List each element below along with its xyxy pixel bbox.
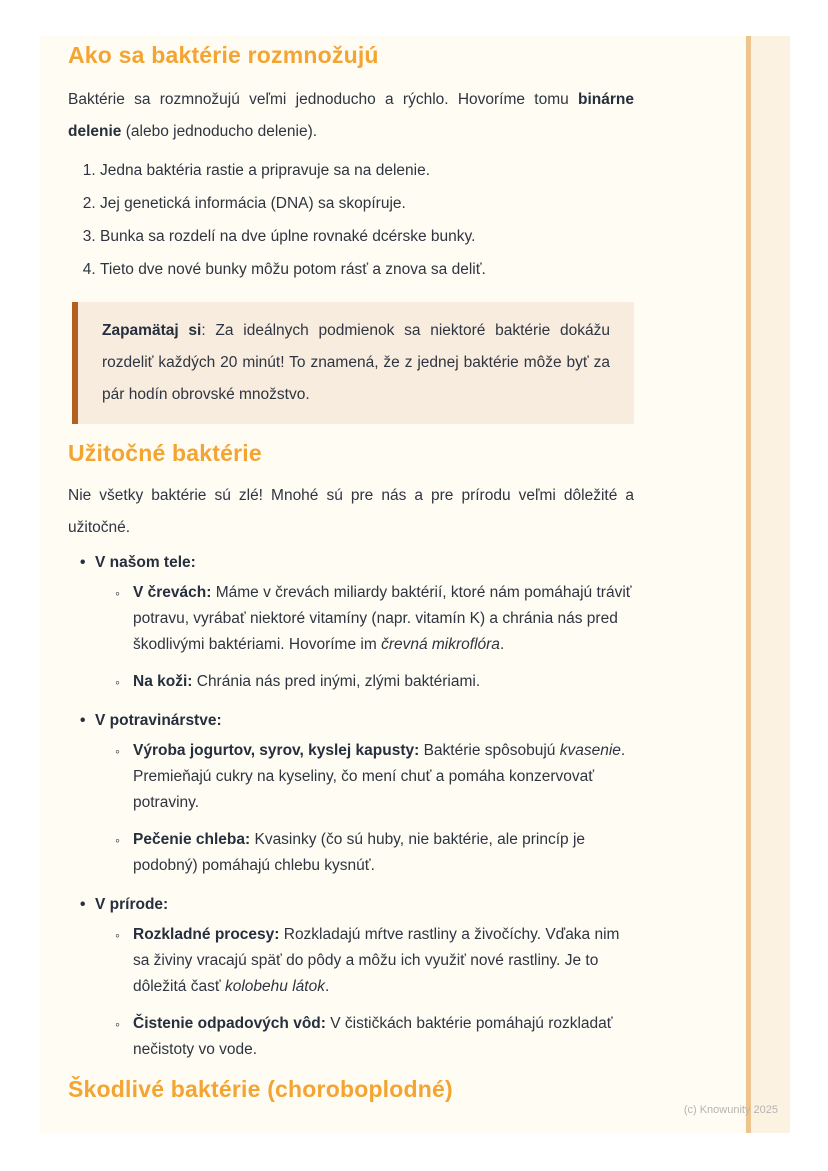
bullet-group-nature xyxy=(68,892,634,1063)
run-text: Máme v črevách miliardy baktérií, ktoré nám pomáhajú tráviť potravu, vyrábať niektoré vitamíny (napr. vitamín K) a chránia nás pred škodlivými baktériami. Hovoríme im xyxy=(133,584,632,653)
sub-bullet-bread xyxy=(95,827,634,879)
run-text: . xyxy=(324,978,330,995)
bold-lead: Pečenie chleba: xyxy=(133,831,251,848)
reproduction-intro-paragraph xyxy=(68,84,634,148)
bold-term-binary-fission: binárne delenie xyxy=(68,91,634,140)
footer-credit: (c) Knowunity 2025 xyxy=(683,1104,778,1116)
section-heading-harmful: Škodlivé baktérie (choroboplodné) xyxy=(68,1076,453,1102)
step-item: 2. Jej genetická informácia (DNA) sa skopíruje. xyxy=(100,187,634,220)
section-heading-useful: Užitočné baktérie xyxy=(68,440,262,466)
callout-paragraph xyxy=(102,315,610,411)
sub-bullet-skin xyxy=(95,669,634,695)
bold-lead: Výroba jogurtov, syrov, kyslej kapusty: xyxy=(133,742,420,759)
decor-side-strip xyxy=(746,36,790,1133)
run-text: Chránia nás pred inými, zlými baktériami. xyxy=(192,673,481,690)
remember-callout xyxy=(72,302,634,424)
run-text: Rozkladajú mŕtve rastliny a živočíchy. Vďaka nim sa živiny vracajú späť do pôdy a môžu ich využiť nové rastliny. Je to dôležitá časť xyxy=(133,926,620,995)
italic-term: kvasenie xyxy=(559,742,621,759)
run-text: Baktérie sa rozmnožujú veľmi jednoducho a rýchlo. Hovoríme tomu xyxy=(68,91,579,108)
section-heading-reproduction: Ako sa baktérie rozmnožujú xyxy=(68,42,379,68)
run-text: . Premieňajú cukry na kyseliny, čo mení chuť a pomáha konzervovať potraviny. xyxy=(133,742,626,811)
bold-lead: Rozkladné procesy: xyxy=(133,926,280,943)
callout-lead: Zapamätaj si xyxy=(102,322,202,339)
useful-intro-paragraph: Nie všetky baktérie sú zlé! Mnohé sú pre nás a pre prírodu veľmi dôležité a užitočné. xyxy=(68,487,634,536)
useful-groups-list xyxy=(68,550,634,1063)
sub-bullet-intestines xyxy=(95,580,634,658)
sub-bullet-decomposition xyxy=(95,922,634,1000)
step-item: 1. Jedna baktéria rastie a pripravuje sa na delenie. xyxy=(100,154,634,187)
run-text: V čističkách baktérie pomáhajú rozkladať nečistoty vo vode. xyxy=(133,1015,613,1058)
sub-bullet-wastewater xyxy=(95,1011,634,1063)
bullet-group-label: • V potravinárstve: xyxy=(95,712,222,729)
document-content xyxy=(68,36,634,1102)
bullet-group-label: • V našom tele: xyxy=(95,554,196,571)
document-card xyxy=(40,36,790,1133)
step-item: 4. Tieto dve nové bunky môžu potom rásť a znova sa deliť. xyxy=(100,253,634,286)
sub-bullet-list xyxy=(95,580,634,695)
run-text: : Za ideálnych podmienok sa niektoré baktérie dokážu rozdeliť každých 20 minút! To znamená, že z jednej baktérie môže byť za pár hodín obrovské množstvo. xyxy=(102,322,610,403)
run-text: Kvasinky (čo sú huby, nie baktérie, ale princíp je podobný) pomáhajú chlebu kysnúť. xyxy=(133,831,586,874)
bold-lead: V črevách: xyxy=(133,584,212,601)
italic-term: kolobehu látok xyxy=(224,978,325,995)
bold-lead: Čistenie odpadových vôd: xyxy=(133,1015,326,1032)
bold-lead: Na koži: xyxy=(133,673,193,690)
italic-term: črevná mikroflóra xyxy=(381,636,500,653)
sub-bullet-list xyxy=(95,922,634,1063)
bullet-group-food-industry xyxy=(68,708,634,879)
bullet-group-label: • V prírode: xyxy=(95,896,169,913)
run-text: (alebo jednoducho delenie). xyxy=(121,123,318,140)
step-item: 3. Bunka sa rozdelí na dve úplne rovnaké dcérske bunky. xyxy=(100,220,634,253)
run-text: Baktérie spôsobujú xyxy=(419,742,560,759)
sub-bullet-list xyxy=(95,738,634,879)
bullet-group-body xyxy=(68,550,634,695)
reproduction-steps-list xyxy=(68,154,634,286)
run-text: . xyxy=(499,636,505,653)
sub-bullet-fermentation xyxy=(95,738,634,816)
